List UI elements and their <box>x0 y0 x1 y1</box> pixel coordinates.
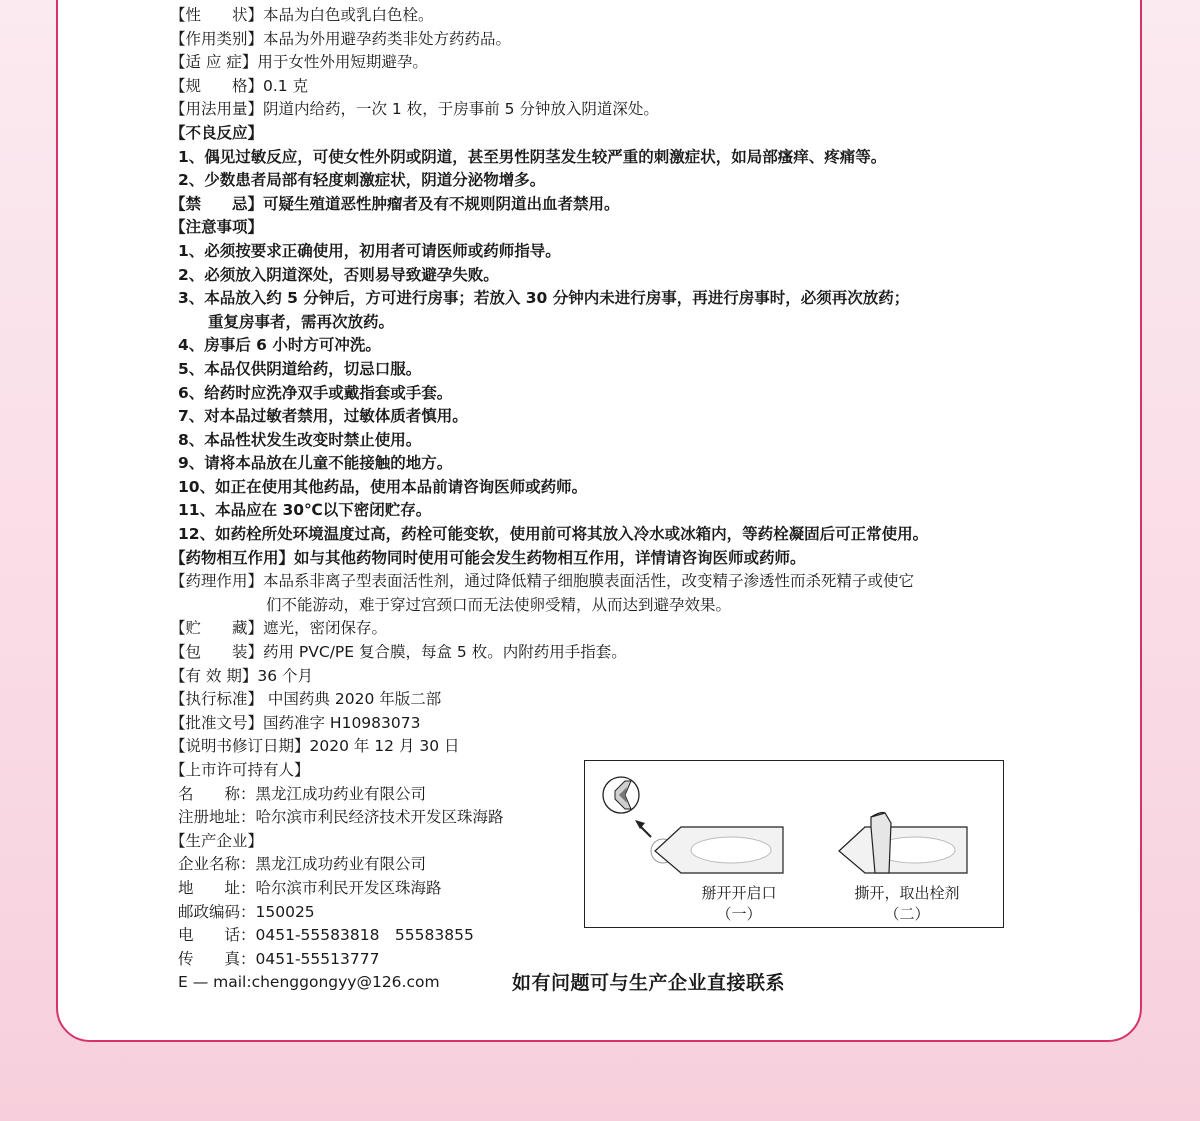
leaflet-line: 【适 应 症】用于女性外用短期避孕。 <box>170 53 428 72</box>
leaflet-line: 11、本品应在 30℃以下密闭贮存。 <box>178 501 432 520</box>
leaflet-line: 【有 效 期】36 个月 <box>170 666 314 685</box>
leaflet-line: 【贮 藏】遮光，密闭保存。 <box>170 619 388 638</box>
step1-number: （一） <box>716 905 762 923</box>
leaflet-line: 1、偶见过敏反应，可使女性外阴或阴道，甚至男性阴茎发生较严重的刺激症状，如局部瘙痒、疼痛等。 <box>178 147 887 166</box>
leaflet-line: 们不能游动，难于穿过宫颈口而无法使卵受精，从而达到避孕效果。 <box>266 595 732 614</box>
leaflet-line: 【生产企业】 <box>170 831 264 850</box>
leaflet-line: 【注意事项】 <box>170 218 264 237</box>
leaflet-line: 【性 状】本品为白色或乳白色栓。 <box>170 6 434 24</box>
step2-number: （二） <box>884 905 930 923</box>
leaflet-line: 【包 装】药用 PVC/PE 复合膜，每盒 5 枚。内附药用手指套。 <box>170 643 627 662</box>
suppository-packet-closed <box>651 827 783 873</box>
leaflet-line: 注册地址：哈尔滨市利民经济技术开发区珠海路 <box>178 808 504 827</box>
step2-caption: 撕开，取出栓剂 <box>854 884 960 902</box>
opening-instructions-diagram <box>584 760 1004 928</box>
leaflet-line: 邮政编码：150025 <box>178 902 315 921</box>
leaflet-line: 6、给药时应洗净双手或戴指套或手套。 <box>178 383 453 402</box>
step1-caption: 掰开开启口 <box>701 884 777 902</box>
leaflet-line: 【药物相互作用】如与其他药物同时使用可能会发生药物相互作用，详情请咨询医师或药师。 <box>170 548 806 567</box>
leaflet-line: 【禁 忌】可疑生殖道恶性肿瘤者及有不规则阴道出血者禁用。 <box>170 194 620 213</box>
leaflet-line: 8、本品性状发生改变时禁止使用。 <box>178 430 422 449</box>
leaflet-line: 【上市许可持有人】 <box>170 761 310 779</box>
leaflet-line: 12、如药栓所处环境温度过高，药栓可能变软，使用前可将其放入冷水或冰箱内，等药栓凝固后可正常使用。 <box>178 525 929 544</box>
leaflet-line: 3、本品放入约 5 分钟后，方可进行房事；若放入 30 分钟内未进行房事，再进行房事时，必须再次放药； <box>178 289 910 308</box>
leaflet-line: 4、房事后 6 小时方可冲洗。 <box>178 336 381 355</box>
arrow-up-icon <box>635 820 651 837</box>
leaflet-line: 1、必须按要求正确使用，初用者可请医师或药师指导。 <box>178 241 561 260</box>
leaflet-line: 【药理作用】本品系非离子型表面活性剂，通过降低精子细胞膜表面活性，改变精子渗透性而杀死精子或使它 <box>170 572 915 591</box>
leaflet-line: 【规 格】0.1 克 <box>170 76 309 95</box>
leaflet-line: 5、本品仅供阴道给药，切忌口服。 <box>178 359 422 378</box>
leaflet-line: 【作用类别】本品为外用避孕药类非处方药药品。 <box>170 29 512 48</box>
leaflet-line: 【不良反应】 <box>170 123 264 142</box>
leaflet-line: 名 称：黑龙江成功药业有限公司 <box>178 784 427 803</box>
leaflet-line: 9、请将本品放在儿童不能接触的地方。 <box>178 454 453 473</box>
leaflet-line: 【用法用量】阴道内给药，一次 1 枚，于房事前 5 分钟放入阴道深处。 <box>170 100 659 119</box>
leaflet-line: 【说明书修订日期】2020 年 12 月 30 日 <box>170 737 460 756</box>
leaflet-line: 7、对本品过敏者禁用，过敏体质者慎用。 <box>178 407 468 426</box>
leaflet-line: 2、少数患者局部有轻度刺激症状，阴道分泌物增多。 <box>178 171 546 190</box>
leaflet-line: 【执行标准】 中国药典 2020 年版二部 <box>170 690 442 709</box>
leaflet-line: 传 真：0451-55513777 <box>178 949 380 968</box>
suppository-packet-torn <box>839 813 967 874</box>
leaflet-line: 10、如正在使用其他药品，使用本品前请咨询医师或药师。 <box>178 477 588 496</box>
leaflet-line: E — mail:chenggongyy@126.com <box>178 973 440 992</box>
contact-note: 如有问题可与生产企业直接联系 <box>512 972 786 994</box>
zoom-detail-icon <box>603 777 639 813</box>
leaflet-line: 2、必须放入阴道深处，否则易导致避孕失败。 <box>178 265 499 284</box>
leaflet-line: 重复房事者，需再次放药。 <box>208 312 395 331</box>
leaflet-line: 【批准文号】国药准字 H10983073 <box>170 713 421 732</box>
leaflet-line: 企业名称：黑龙江成功药业有限公司 <box>178 855 427 874</box>
leaflet-line: 地 址：哈尔滨市利民开发区珠海路 <box>178 878 442 897</box>
leaflet-line: 电 话：0451-55583818 55583855 <box>178 926 474 945</box>
